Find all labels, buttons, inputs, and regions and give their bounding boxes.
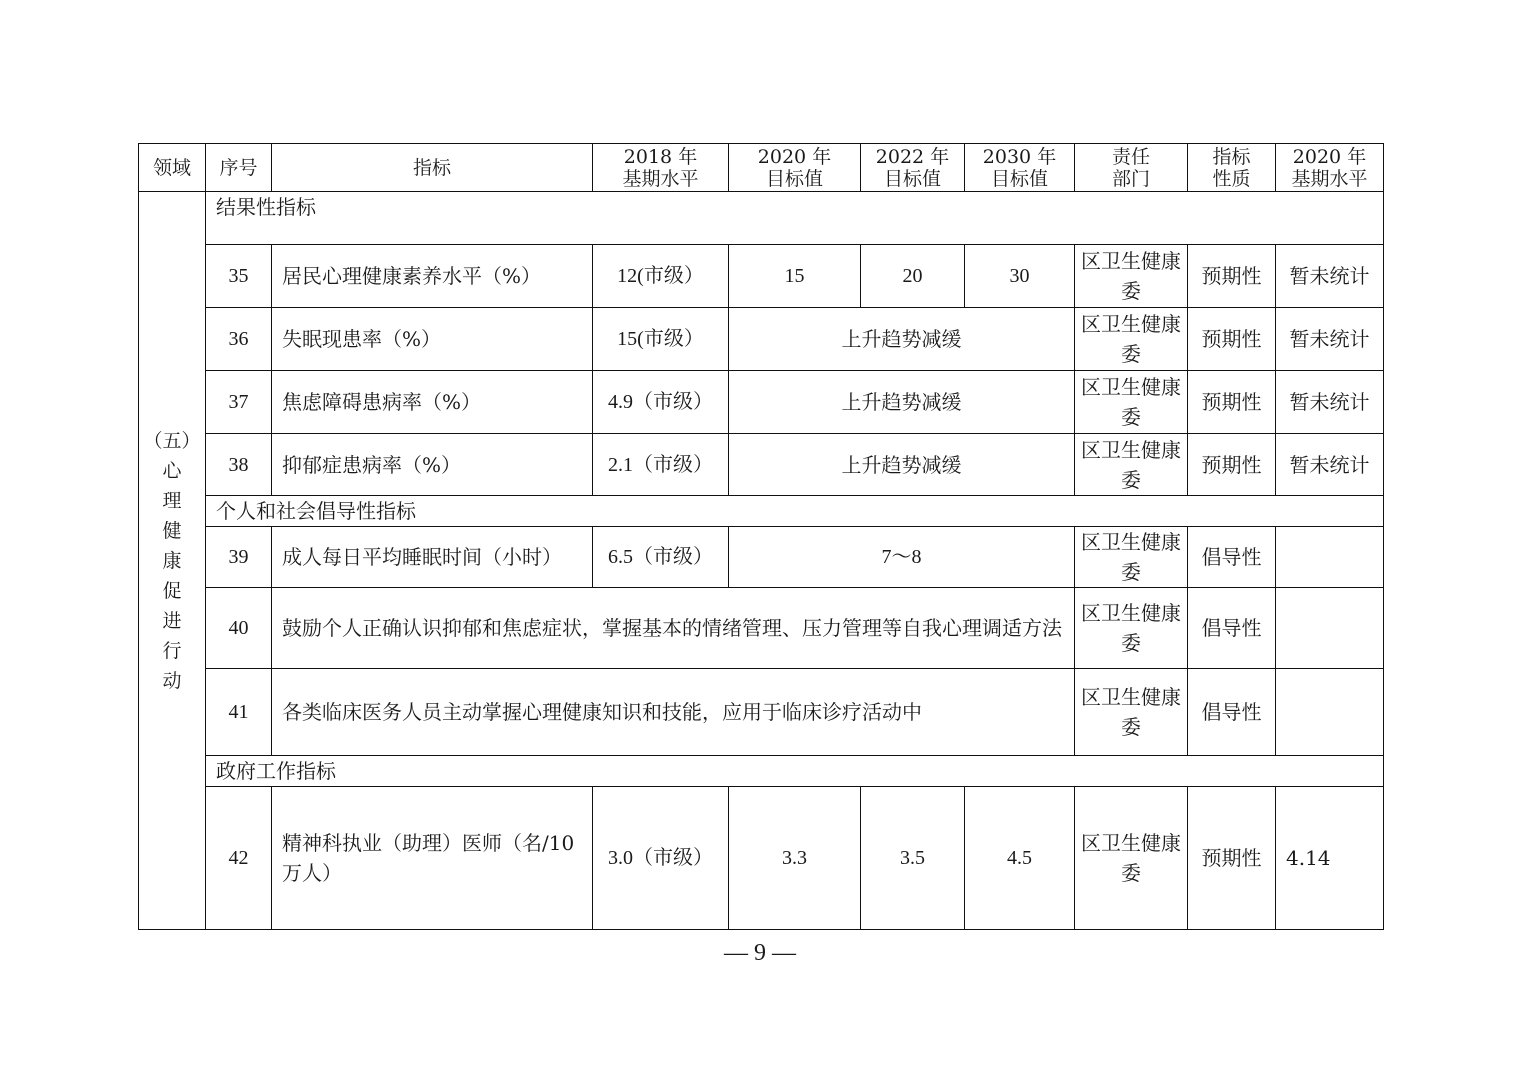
row-seq: 38	[206, 434, 272, 496]
table-row	[139, 527, 1384, 588]
row-dept: 区卫生健康委	[1075, 434, 1188, 496]
section-title-government: 政府工作指标	[206, 756, 1384, 787]
page-number: — 9 —	[724, 940, 796, 966]
header-row	[139, 144, 1384, 192]
domain-label-3: 健	[162, 519, 182, 542]
row-target-2030: 30	[965, 245, 1075, 308]
section-title-advocacy: 个人和社会倡导性指标	[206, 496, 1384, 527]
table-row	[139, 588, 1384, 669]
section-title-result: 结果性指标	[206, 192, 1384, 245]
row-dept: 区卫生健康委	[1075, 527, 1188, 588]
row-base-2018: 15(市级）	[593, 308, 729, 371]
row-trend: 上升趋势减缓	[729, 371, 1075, 434]
row-base-2018: 2.1（市级）	[593, 434, 729, 496]
header-target-2020-line2: 目标值	[765, 167, 823, 190]
row-nature: 倡导性	[1188, 527, 1276, 588]
table-row	[139, 245, 1384, 308]
row-base-2018: 12(市级）	[593, 245, 729, 308]
row-base-2020	[1276, 669, 1384, 756]
row-dept: 区卫生健康委	[1075, 245, 1188, 308]
header-dept-line1: 责任	[1111, 145, 1150, 168]
header-nature-line2: 性质	[1212, 167, 1251, 190]
row-base-2020: 暂未统计	[1276, 308, 1384, 371]
row-seq: 42	[206, 787, 272, 930]
header-base-2020-line1: 2020 年	[1292, 145, 1367, 168]
row-target-2022: 20	[861, 245, 965, 308]
row-target-2020: 3.3	[729, 787, 861, 930]
header-target-2030	[965, 144, 1075, 192]
row-nature: 倡导性	[1188, 669, 1276, 756]
domain-label-4: 康	[162, 549, 182, 572]
header-target-2020	[729, 144, 861, 192]
header-target-2022-line1: 2022 年	[875, 145, 950, 168]
row-seq: 40	[206, 588, 272, 669]
row-nature: 预期性	[1188, 434, 1276, 496]
row-indicator: 精神科执业（助理）医师（名/10万人）	[272, 787, 593, 930]
header-target-2020-line1: 2020 年	[757, 145, 832, 168]
row-nature: 预期性	[1188, 787, 1276, 930]
row-seq: 37	[206, 371, 272, 434]
row-dept: 区卫生健康委	[1075, 371, 1188, 434]
row-trend: 上升趋势减缓	[729, 308, 1075, 371]
header-target-2030-line2: 目标值	[990, 167, 1048, 190]
header-nature	[1188, 144, 1276, 192]
row-seq: 39	[206, 527, 272, 588]
table-row	[139, 787, 1384, 930]
row-base-2018: 3.0（市级）	[593, 787, 729, 930]
row-dept: 区卫生健康委	[1075, 588, 1188, 669]
header-dept	[1075, 144, 1188, 192]
row-base-2020	[1276, 527, 1384, 588]
row-dept: 区卫生健康委	[1075, 308, 1188, 371]
domain-label-5: 促	[162, 579, 182, 602]
header-base-2020-line2: 基期水平	[1291, 167, 1368, 190]
domain-label-0: （五）	[143, 429, 201, 452]
section-row-result	[139, 192, 1384, 245]
row-base-2018: 6.5（市级）	[593, 527, 729, 588]
header-base-2018	[593, 144, 729, 192]
row-nature: 预期性	[1188, 245, 1276, 308]
row-indicator: 抑郁症患病率（%）	[272, 434, 593, 496]
row-indicator: 成人每日平均睡眠时间（小时）	[272, 527, 593, 588]
header-nature-line1: 指标	[1212, 145, 1251, 168]
row-indicator: 焦虑障碍患病率（%）	[272, 371, 593, 434]
indicator-table	[138, 143, 1384, 930]
row-dept: 区卫生健康委	[1075, 669, 1188, 756]
domain-label-7: 行	[162, 639, 182, 662]
row-base-2020: 暂未统计	[1276, 434, 1384, 496]
row-base-2020: 暂未统计	[1276, 245, 1384, 308]
row-target-2020: 15	[729, 245, 861, 308]
header-target-2022-line2: 目标值	[883, 167, 941, 190]
row-base-2018: 4.9（市级）	[593, 371, 729, 434]
domain-cell	[139, 192, 206, 930]
domain-label-8: 动	[162, 669, 182, 692]
row-base-2020: 暂未统计	[1276, 371, 1384, 434]
row-base-2020	[1276, 588, 1384, 669]
header-seq: 序号	[206, 144, 272, 192]
row-seq: 41	[206, 669, 272, 756]
row-indicator: 鼓励个人正确认识抑郁和焦虑症状，掌握基本的情绪管理、压力管理等自我心理调适方法	[272, 588, 1075, 669]
header-target-2030-line1: 2030 年	[982, 145, 1057, 168]
header-base-2018-line2: 基期水平	[622, 167, 699, 190]
row-target-2022: 3.5	[861, 787, 965, 930]
section-row-advocacy	[139, 496, 1384, 527]
row-trend: 7～8	[729, 527, 1075, 588]
row-nature: 倡导性	[1188, 588, 1276, 669]
row-nature: 预期性	[1188, 371, 1276, 434]
row-target-2030: 4.5	[965, 787, 1075, 930]
table-row	[139, 371, 1384, 434]
row-indicator: 失眠现患率（%）	[272, 308, 593, 371]
row-dept: 区卫生健康委	[1075, 787, 1188, 930]
table-row	[139, 308, 1384, 371]
row-base-2020: 4.14	[1276, 787, 1384, 930]
header-base-2018-line1: 2018 年	[623, 145, 698, 168]
domain-label-2: 理	[162, 489, 182, 512]
domain-label-1: 心	[162, 459, 182, 482]
row-seq: 35	[206, 245, 272, 308]
row-indicator: 居民心理健康素养水平（%）	[272, 245, 593, 308]
table-row	[139, 434, 1384, 496]
header-domain: 领域	[139, 144, 206, 192]
row-nature: 预期性	[1188, 308, 1276, 371]
table-row	[139, 669, 1384, 756]
header-dept-line2: 部门	[1111, 167, 1150, 190]
header-target-2022	[861, 144, 965, 192]
domain-label-6: 进	[162, 609, 182, 632]
row-seq: 36	[206, 308, 272, 371]
row-indicator: 各类临床医务人员主动掌握心理健康知识和技能，应用于临床诊疗活动中	[272, 669, 1075, 756]
header-indicator: 指标	[272, 144, 593, 192]
row-trend: 上升趋势减缓	[729, 434, 1075, 496]
header-base-2020	[1276, 144, 1384, 192]
section-row-government	[139, 756, 1384, 787]
